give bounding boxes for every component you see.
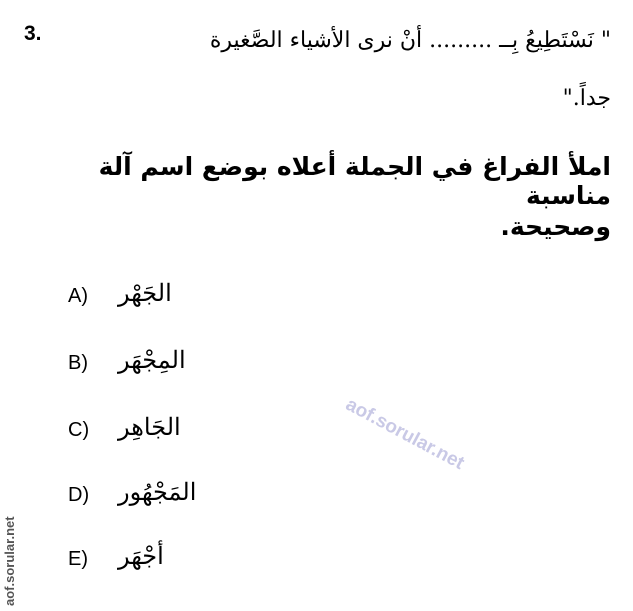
instruction-line-2: وصحيحة. xyxy=(500,212,611,241)
question-number: 3. xyxy=(24,22,42,45)
instruction-line-1: املأ الفراغ في الجملة أعلاه بوضع اسم آلة مناسبة xyxy=(98,152,611,210)
option-c[interactable] xyxy=(68,413,268,459)
option-e-text: أجْهَر xyxy=(118,542,164,570)
option-e-letter: E) xyxy=(68,548,88,570)
option-c-letter: C) xyxy=(68,419,90,441)
option-e[interactable] xyxy=(68,542,268,588)
option-d-text: المَجْهُور xyxy=(118,478,197,506)
watermark-side: aof.sorular.net xyxy=(2,516,17,606)
watermark-diagonal: aof.sorular.net xyxy=(342,394,468,475)
option-d[interactable] xyxy=(68,478,268,524)
option-c-text: الجَاهِر xyxy=(118,413,181,441)
option-a[interactable] xyxy=(68,279,268,325)
option-b[interactable] xyxy=(68,346,268,392)
option-b-letter: B) xyxy=(68,352,88,374)
option-a-letter: A) xyxy=(68,285,88,307)
option-b-text: المِجْهَر xyxy=(118,346,186,374)
question-stem-line-1: " نَسْتَطِيعُ بِــ ......... أنْ نرى الأشياء الصَّغيرة xyxy=(209,28,611,53)
option-a-text: الجَهْر xyxy=(118,279,172,307)
option-d-letter: D) xyxy=(68,484,90,506)
question-stem-line-2: جداً." xyxy=(562,86,611,111)
